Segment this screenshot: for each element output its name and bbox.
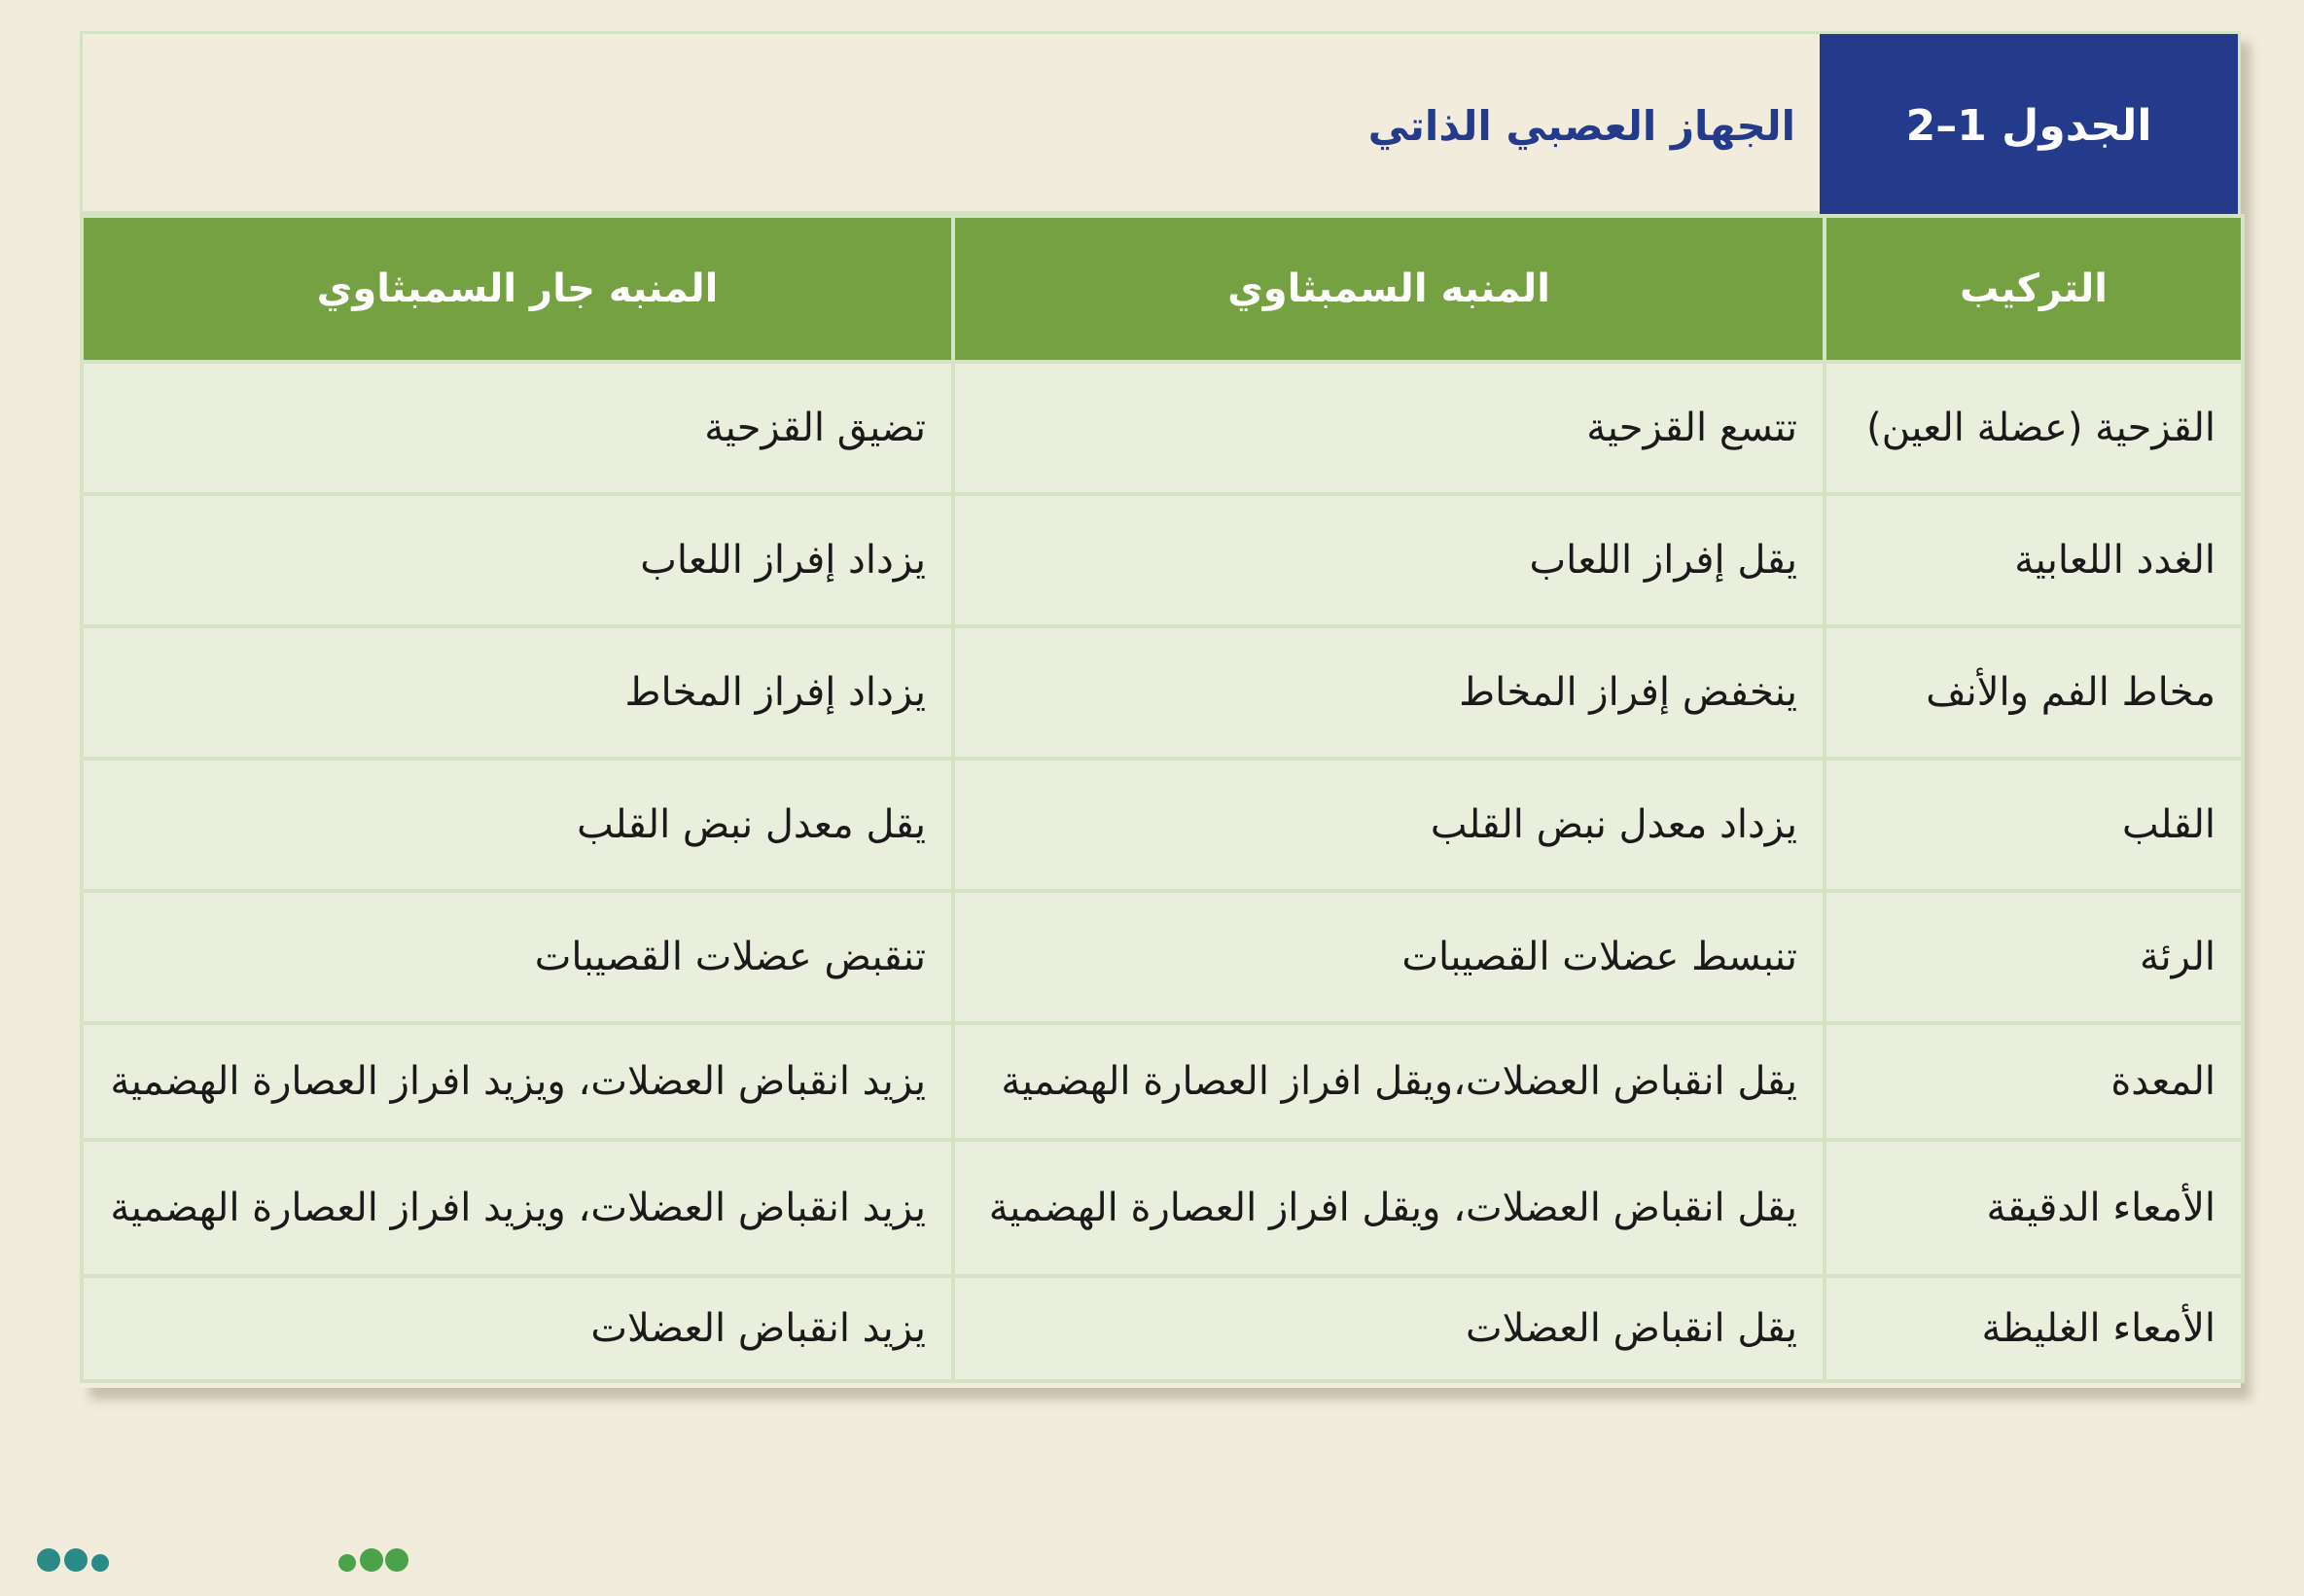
green-dot-icon: [385, 1548, 408, 1572]
cell-structure: القزحية (عضلة العين): [1825, 362, 2243, 494]
cell-parasympathetic: تنقبض عضلات القصيبات: [82, 891, 953, 1023]
cell-sympathetic: يقل انقباض العضلات،ويقل افراز العصارة الهضمية: [953, 1023, 1825, 1140]
cell-structure: الأمعاء الغليظة: [1825, 1276, 2243, 1381]
cell-parasympathetic: يزيد انقباض العضلات، ويزيد افراز العصارة الهضمية: [82, 1140, 953, 1276]
cell-sympathetic: ينخفض إفراز المخاط: [953, 626, 1825, 759]
cell-structure: المعدة: [1825, 1023, 2243, 1140]
teal-dot-icon: [91, 1554, 109, 1572]
table-row: [82, 362, 2243, 494]
table-row: [82, 891, 2243, 1023]
teal-dot-icon: [37, 1548, 60, 1572]
table-row: [82, 626, 2243, 759]
cell-parasympathetic: يزداد إفراز اللعاب: [82, 494, 953, 626]
autonomic-table: [80, 31, 2241, 1388]
header-sympathetic: المنبه السمبثاوي: [953, 216, 1825, 362]
cell-sympathetic: يقل انقباض العضلات، ويقل افراز العصارة الهضمية: [953, 1140, 1825, 1276]
teal-dot-icon: [64, 1548, 88, 1572]
cell-sympathetic: تنبسط عضلات القصيبات: [953, 891, 1825, 1023]
cell-structure: الغدد اللعابية: [1825, 494, 2243, 626]
cell-sympathetic: يزداد معدل نبض القلب: [953, 759, 1825, 891]
header-row: [82, 216, 2243, 362]
cell-structure: الأمعاء الدقيقة: [1825, 1140, 2243, 1276]
cell-parasympathetic: يزيد انقباض العضلات: [82, 1276, 953, 1381]
table-title-row: [80, 31, 2241, 214]
cell-parasympathetic: يزداد إفراز المخاط: [82, 626, 953, 759]
table-row: [82, 1276, 2243, 1381]
cell-parasympathetic: يقل معدل نبض القلب: [82, 759, 953, 891]
header-structure: التركيب: [1825, 216, 2243, 362]
table-title: الجهاز العصبي الذاتي: [1367, 101, 1795, 150]
cell-parasympathetic: تضيق القزحية: [82, 362, 953, 494]
table-row: [82, 1023, 2243, 1140]
cell-parasympathetic: يزيد انقباض العضلات، ويزيد افراز العصارة الهضمية: [82, 1023, 953, 1140]
green-dot-icon: [338, 1554, 356, 1572]
footer-decoration: [37, 1548, 407, 1578]
header-parasympathetic: المنبه جار السمبثاوي: [82, 216, 953, 362]
table-row: [82, 494, 2243, 626]
table-number-label: الجدول 1–2: [1820, 34, 2238, 217]
cell-sympathetic: يقل إفراز اللعاب: [953, 494, 1825, 626]
table-grid: [80, 214, 2245, 1383]
green-dot-icon: [360, 1548, 383, 1572]
cell-structure: مخاط الفم والأنف: [1825, 626, 2243, 759]
table-row: [82, 759, 2243, 891]
cell-structure: القلب: [1825, 759, 2243, 891]
cell-structure: الرئة: [1825, 891, 2243, 1023]
table-row: [82, 1140, 2243, 1276]
cell-sympathetic: يقل انقباض العضلات: [953, 1276, 1825, 1381]
cell-sympathetic: تتسع القزحية: [953, 362, 1825, 494]
